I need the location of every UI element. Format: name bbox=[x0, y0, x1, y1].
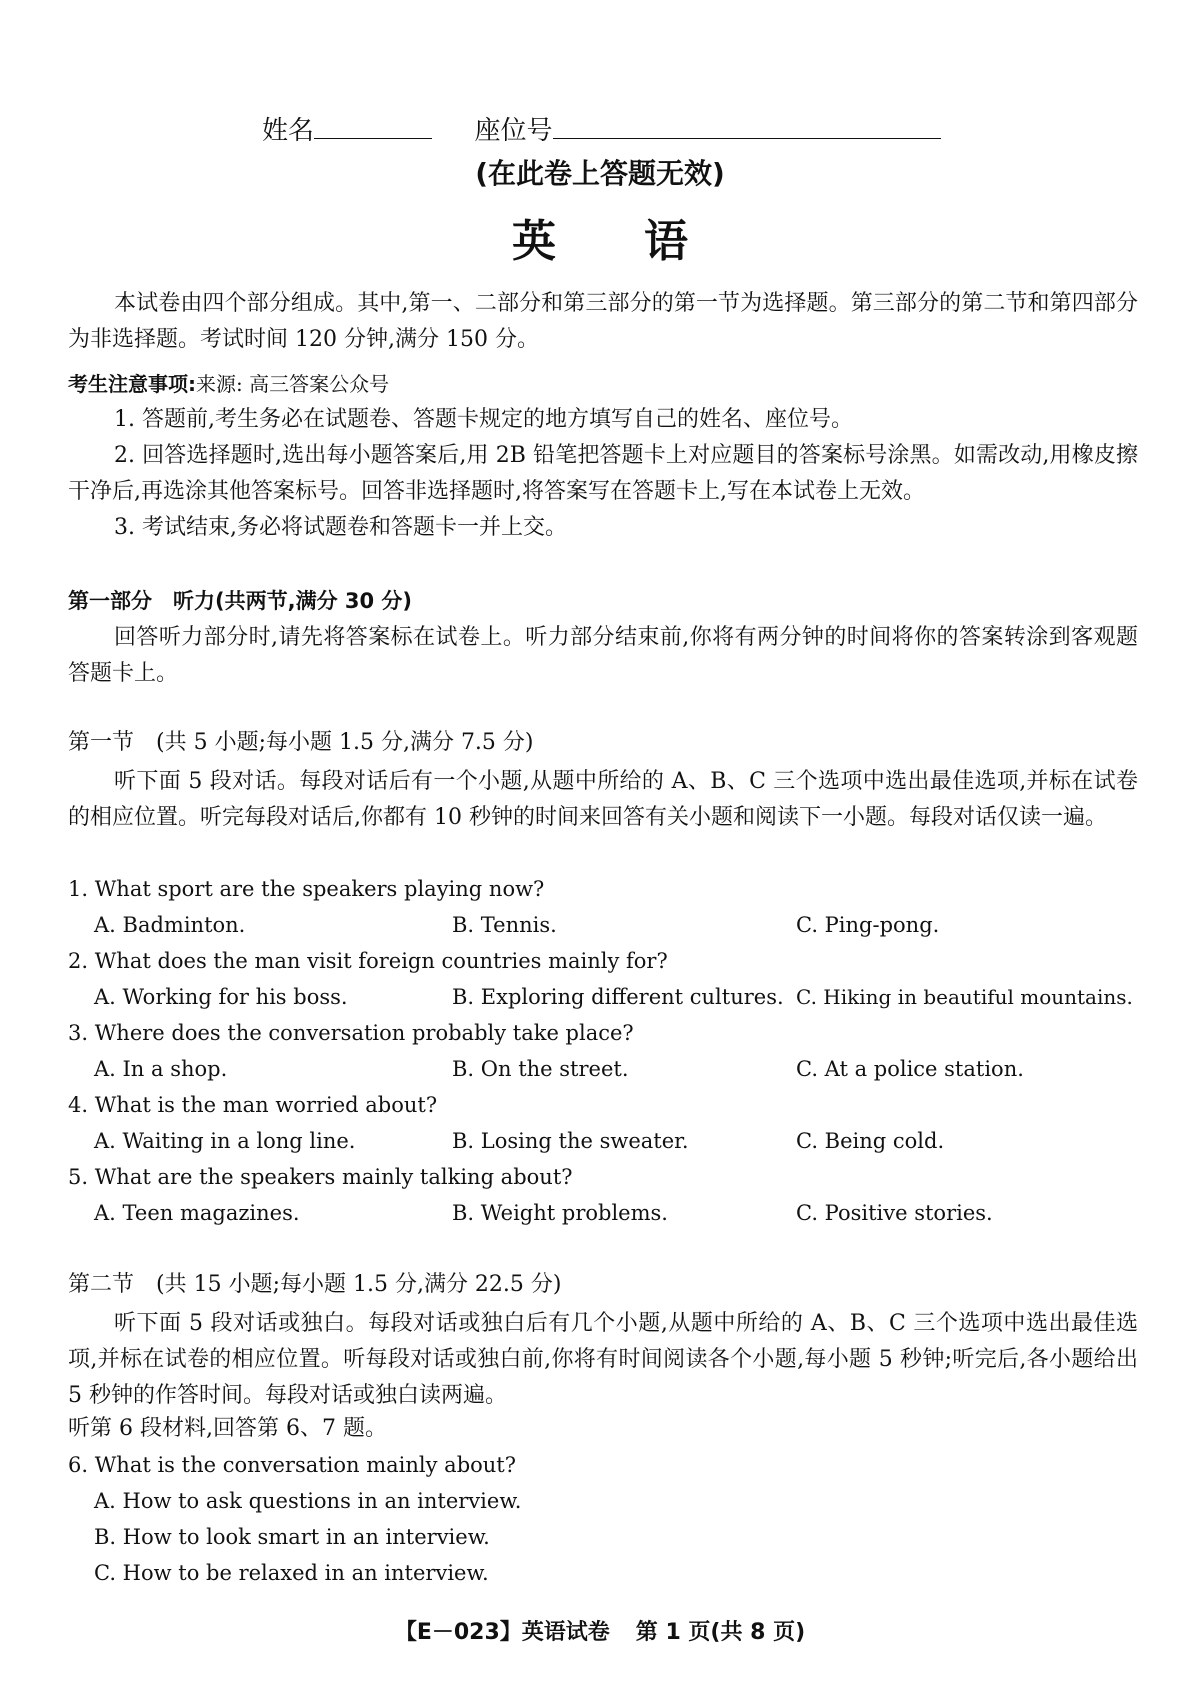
section1-instructions: 听下面 5 段对话。每段对话后有一个小题,从题中所给的 A、B、C 三个选项中选出最佳选项,并标在试卷的相应位置。听完每段对话后,你都有 10 秒钟的时间来回答有关小题和阅读下一小题。每段对话仅读一遍。 bbox=[68, 769, 1138, 830]
question-2: 2. What does the man visit foreign countries mainly for? bbox=[68, 949, 668, 973]
notes-heading: 考生注意事项: bbox=[68, 372, 196, 396]
notes-line bbox=[68, 369, 389, 399]
name-label: 姓名 bbox=[262, 116, 315, 146]
notes-source: 来源: 高三答案公众号 bbox=[196, 372, 390, 396]
q5-option-b: B. Weight problems. bbox=[452, 1201, 668, 1225]
q4-option-b: B. Losing the sweater. bbox=[452, 1129, 689, 1153]
intro-paragraph: 本试卷由四个部分组成。其中,第一、二部分和第三部分的第一节为选择题。第三部分的第二节和第四部分为非选择题。考试时间 120 分钟,满分 150 分。 bbox=[68, 291, 1138, 352]
section2-instructions: 听下面 5 段对话或独白。每段对话或独白后有几个小题,从题中所给的 A、B、C 三个选项中选出最佳选项,并标在试卷的相应位置。听每段对话或独白前,你将有时间阅读各个小题,每小题 5 秒钟;听完后,各小题给出 5 秒钟的作答时间。每段对话或独白读两遍。 bbox=[68, 1311, 1138, 1408]
seat-label: 座位号 bbox=[474, 116, 553, 146]
note-1: 1. 答题前,考生务必在试题卷、答题卡规定的地方填写自己的姓名、座位号。 bbox=[114, 407, 853, 432]
note-3: 3. 考试结束,务必将试题卷和答题卡一并上交。 bbox=[114, 515, 567, 540]
q1-option-b: B. Tennis. bbox=[452, 913, 557, 937]
question-1: 1. What sport are the speakers playing now? bbox=[68, 877, 545, 901]
part1-instructions: 回答听力部分时,请先将答案标在试卷上。听力部分结束前,你将有两分钟的时间将你的答案转涂到客观题答题卡上。 bbox=[68, 625, 1138, 686]
section1-heading: 第一节 (共 5 小题;每小题 1.5 分,满分 7.5 分) bbox=[68, 730, 534, 755]
q2-option-c: C. Hiking in beautiful mountains. bbox=[796, 985, 1133, 1009]
q1-option-c: C. Ping-pong. bbox=[796, 913, 940, 937]
note-2: 2. 回答选择题时,选出每小题答案后,用 2B 铅笔把答题卡上对应题目的答案标号涂黑。如需改动,用橡皮擦干净后,再选涂其他答案标号。回答非选择题时,将答案写在答题卡上,写在本试卷上无效。 bbox=[68, 443, 1138, 504]
q2-option-a: A. Working for his boss. bbox=[94, 985, 348, 1009]
seat-blank bbox=[553, 112, 941, 139]
footer-page: 第 1 页(共 8 页) bbox=[635, 1620, 806, 1645]
q5-option-a: A. Teen magazines. bbox=[94, 1201, 300, 1225]
invalid-notice: (在此卷上答题无效) bbox=[475, 157, 725, 190]
question-4: 4. What is the man worried about? bbox=[68, 1093, 438, 1117]
q1-option-a: A. Badminton. bbox=[94, 913, 246, 937]
q6-option-b: B. How to look smart in an interview. bbox=[94, 1525, 490, 1549]
footer-code: 【E－023】英语试卷 bbox=[394, 1620, 610, 1645]
q4-option-c: C. Being cold. bbox=[796, 1129, 945, 1153]
name-blank bbox=[314, 112, 432, 139]
name-seat-row bbox=[262, 112, 941, 149]
question-6: 6. What is the conversation mainly about? bbox=[68, 1453, 517, 1477]
q6-option-a: A. How to ask questions in an interview. bbox=[94, 1489, 522, 1513]
q5-option-c: C. Positive stories. bbox=[796, 1201, 993, 1225]
q2-option-b: B. Exploring different cultures. bbox=[452, 985, 784, 1009]
q3-option-a: A. In a shop. bbox=[94, 1057, 228, 1081]
question-3: 3. Where does the conversation probably take place? bbox=[68, 1021, 634, 1045]
section2-heading: 第二节 (共 15 小题;每小题 1.5 分,满分 22.5 分) bbox=[68, 1272, 562, 1297]
page-title: 英语 bbox=[512, 216, 776, 267]
q4-option-a: A. Waiting in a long line. bbox=[94, 1129, 356, 1153]
page-footer bbox=[0, 1618, 1200, 1648]
part1-heading: 第一部分 听力(共两节,满分 30 分) bbox=[68, 589, 413, 613]
q6-option-c: C. How to be relaxed in an interview. bbox=[94, 1561, 489, 1585]
section2-material: 听第 6 段材料,回答第 6、7 题。 bbox=[68, 1416, 387, 1441]
q3-option-b: B. On the street. bbox=[452, 1057, 629, 1081]
question-5: 5. What are the speakers mainly talking about? bbox=[68, 1165, 573, 1189]
q3-option-c: C. At a police station. bbox=[796, 1057, 1024, 1081]
